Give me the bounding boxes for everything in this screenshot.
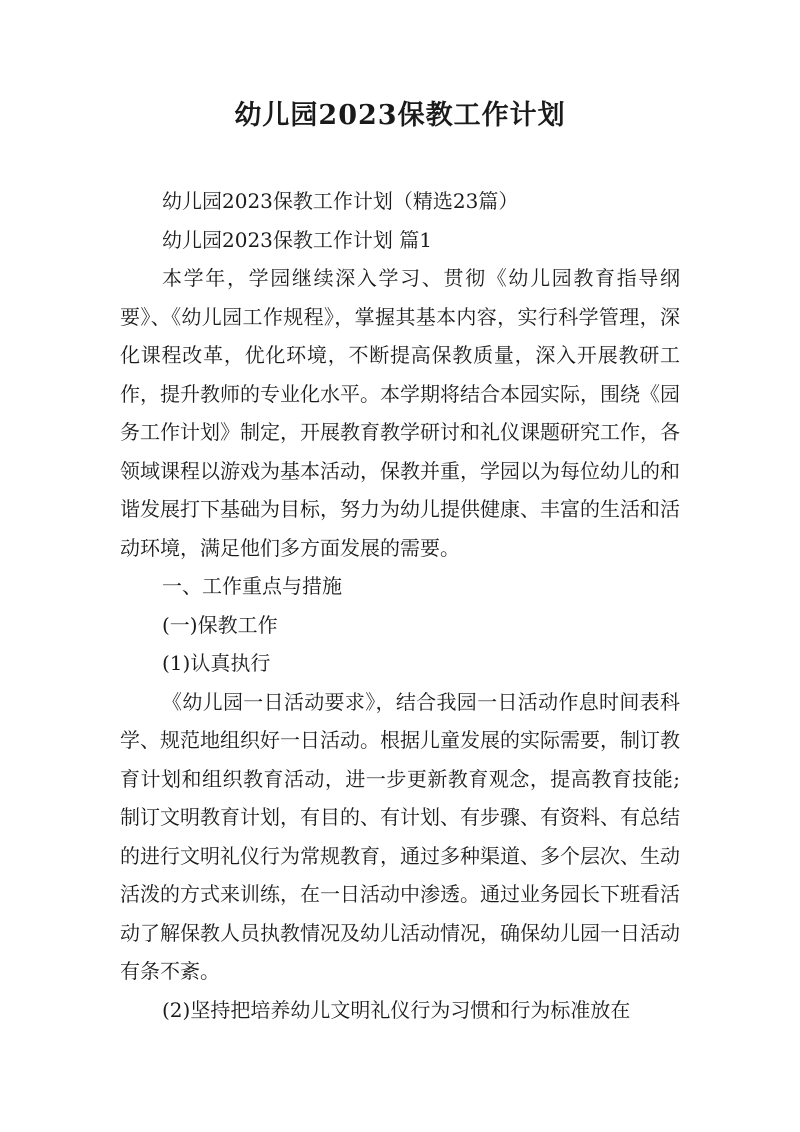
document-title: 幼儿园2023保教工作计划 xyxy=(234,100,566,131)
heading-item-1: (1)认真执行 xyxy=(162,651,271,675)
paragraph-subtitle: 幼儿园2023保教工作计划（精选23篇） xyxy=(162,189,519,213)
paragraph-section-heading: 幼儿园2023保教工作计划 篇1 xyxy=(162,227,432,252)
paragraph-daily-activities: 《幼儿园一日活动要求》，结合我园一日活动作息时间表科学、规范地组织好一日活动。根据儿童发展的实际需要，制订教育计划和组织教育活动，进一步更新教育观念，提高教育技能;制订文明教育计划，有目的、有计划、有步骤、有资料、有总结的进行文明礼仪行为常规教育，通过多种渠道、多个层次、生动活泼的方式来训练，在一日活动中渗透。通过业务园长下班看活动了解保教人员执教情况及幼儿活动情况，确保幼儿园一日活动有条不紊。 xyxy=(120,689,680,983)
heading-work-focus: 一、工作重点与措施 xyxy=(162,574,342,598)
document-body xyxy=(120,182,680,1029)
paragraph-item-2: (2)坚持把培养幼儿文明礼仪行为习惯和行为标准放在 xyxy=(162,997,631,1022)
heading-care-education: (一)保教工作 xyxy=(162,612,278,637)
paragraph-intro: 本学年，学园继续深入学习、贯彻《幼儿园教育指导纲要》、《幼儿园工作规程》，掌握其基本内容，实行科学管理，深化课程改革，优化环境，不断提高保教质量，深入开展教研工作，提升教师的专业化水平。本学期将结合本园实际，围绕《园务工作计划》制定，开展教育教学研讨和礼仪课题研究工作，各领域课程以游戏为基本活动，保教并重，学园以为每位幼儿的和谐发展打下基础为目标，努力为幼儿提供健康、丰富的生活和活动环境，满足他们多方面发展的需要。 xyxy=(120,266,680,560)
